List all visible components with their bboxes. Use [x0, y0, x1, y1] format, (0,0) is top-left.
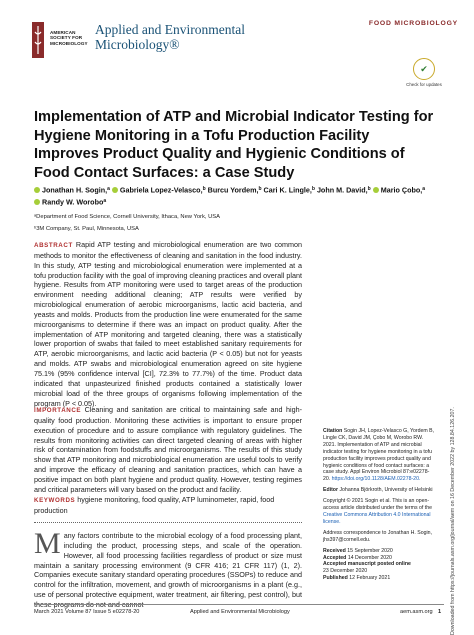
author-affiliation-sup: b: [202, 186, 206, 192]
published-label: Published: [323, 575, 348, 582]
orcid-icon[interactable]: [112, 187, 118, 193]
author-name: Mario Çobo,: [380, 185, 423, 195]
citation-doi-link[interactable]: https://doi.org/10.1128/AEM.02278-20.: [331, 476, 421, 483]
orcid-icon[interactable]: [34, 199, 40, 205]
citation-block: [323, 428, 435, 483]
footer-divider: [34, 604, 444, 605]
affiliations: [34, 212, 334, 235]
published-date: 12 February 2021: [349, 575, 391, 582]
author-name: Gabriela Lopez-Velasco,: [119, 185, 203, 195]
importance-text: Cleaning and sanitation are critical to maintaining safe and high-quality food production. Monitoring these activities is important to ensure proper execution of procedure and to assure compliance with regulatory guidelines. The results from monitoring activities can direct targeted cleaning of areas with higher risk of contamination from foodstuffs and microorganisms. The results of this study show that ATP monitoring and microbiological enumeration are useful tools to verify and improve the efficacy of cleaning and sanitation practices, which can have a positive impact on both plant hygiene and product quality. However, testing regimes and critical parameters will vary based on the product and facility.: [34, 405, 302, 494]
author-list: [34, 184, 454, 209]
check-updates-icon: ✔: [413, 58, 435, 80]
journal-name-line1: Applied and Environmental: [95, 22, 245, 37]
keywords-label: KEYWORDS: [34, 497, 76, 504]
license-link[interactable]: Creative Commons Attribution 4.0 International license.: [323, 511, 431, 525]
accepted-label: Accepted: [323, 554, 347, 561]
author-affiliation-sup: b: [367, 186, 371, 192]
footer-url[interactable]: aem.asm.org: [400, 609, 433, 615]
dates-block: [323, 548, 435, 583]
editor-text: Johanna Björkroth, University of Helsinki: [339, 487, 433, 494]
abstract-text: Rapid ATP testing and microbiological enumeration are two common methods to monitor the effectiveness of cleaning and sanitation in the food industry. In this study, ATP testing and microbiological enumeration were implemented at a tofu production facility with the goal of improving cleaning practices and overall plant hygiene. Results from ATP monitoring were used to target areas of the production environment needing additional cleaning; ATP results were verified by microbiological enumeration of aerobic microorganisms, lactic acid bacteria, and yeasts and molds. Products from the production line were enumerated for the same microorganisms to determine if there was an impact on product quality. After the implementation of ATP monitoring and targeted cleaning, there was a statistically lower proportion of swabs that failed to meet established sanitary requirements for ATP, aerobic microorganisms, and lactic acid bacteria (P < 0.05) but not for yeasts and molds. ATP swabs and microbiological enumeration agreed on site hygiene 75.1% (95% confidence interval [CI], 72.3% to 77.7%) of the time. Product data indicated that unpasteurized finished products contained a statistically lower microbial load of the three groups of organisms following implementation of the program (P < 0.05).: [34, 240, 302, 408]
asm-logo: [32, 22, 86, 58]
accepted-date: 14 December 2020: [347, 554, 392, 561]
abstract-label: ABSTRACT: [34, 242, 73, 249]
check-updates-label: Check for updates: [406, 82, 442, 87]
article-title: Implementation of ATP and Microbial Indicator Testing for Hygiene Monitoring in a Tofu Production Facility Improves Product Quality and Hygienic Conditions of Food Contact Surfaces: a Case Study: [34, 109, 434, 181]
copyright-text: Copyright © 2021 Sogin et al. This is an open-access article distributed under the terms of the: [323, 498, 432, 512]
accepted-manuscript-date: 23 December 2020: [323, 568, 368, 575]
author-name: Jonathan H. Sogin,: [42, 185, 108, 195]
asm-logo-icon: [32, 22, 44, 58]
author-affiliation-sup: a: [107, 186, 110, 192]
correspondence-block: Address correspondence to Jonathan H. Sogin, jhs397@cornell.edu.: [323, 529, 433, 543]
accepted-manuscript-label: Accepted manuscript posted online: [323, 561, 411, 568]
orcid-icon[interactable]: [373, 187, 379, 193]
author-affiliation-sup: b: [311, 186, 315, 192]
keywords: [34, 495, 302, 516]
page-number: 1: [438, 609, 442, 615]
editor-block: [323, 487, 435, 494]
body-text: any factors contribute to the microbial ecology of a food processing plant, including the product, processing steps, and scale of the operation. However, all food processing facilities regardless of product or size must maintain a sanitary processing environment (9 CFR 416; 21 CFR 117) (1, 2). Companies execute sanitary standard operating procedures (SSOPs) to reduce and control for the infiltration, movement, and growth of microorganisms in a plant (e.g., use of personal protective equipment, water treatment, air filtering, pest control), but these programs do not and cannot: [34, 531, 302, 609]
society-name: AMERICAN SOCIETY FOR MICROBIOLOGY: [50, 30, 88, 46]
keywords-text: hygiene monitoring, food quality, ATP luminometer, rapid, food production: [34, 495, 275, 515]
received-date: 15 September 2020: [347, 547, 393, 554]
importance-label: IMPORTANCE: [34, 407, 82, 414]
affiliation-a: ᵃDepartment of Food Science, Cornell University, Ithaca, New York, USA: [34, 214, 221, 220]
author-name: Randy W. Worobo: [42, 197, 104, 207]
author-affiliation-sup: a: [103, 198, 107, 205]
importance: [34, 405, 302, 495]
copyright-block: [323, 498, 435, 526]
abstract: [34, 240, 302, 408]
author-affiliation-sup: b: [258, 186, 262, 192]
page-header: [0, 0, 474, 100]
author-name: Cari K. Lingle,: [263, 185, 312, 195]
check-for-updates-badge[interactable]: [404, 58, 444, 98]
orcid-icon[interactable]: [34, 187, 40, 193]
editor-label: Editor: [323, 487, 338, 494]
topic-label: FOOD MICROBIOLOGY: [368, 20, 458, 27]
received-label: Received: [323, 547, 346, 554]
citation-text: Sogin JH, Lopez-Velasco G, Yordem B, Lingle CK, David JM, Çobo M, Worobo RW. 2021. Implementation of ATP and microbial indicator testing for hygiene monitoring in a tofu production facility improves product quality and hygienic conditions of food contact surfaces: a case study. Appl Environ Microbiol 87:e02278-20.: [323, 428, 435, 483]
journal-name-line2: Microbiology®: [95, 37, 180, 52]
author-name: John M. David,: [316, 185, 368, 195]
footer-journal-name: Applied and Environmental Microbiology: [190, 609, 290, 615]
citation-label: Citation: [323, 428, 343, 434]
author-affiliation-sup: a: [422, 186, 426, 192]
footer-issue-info: March 2021 Volume 87 Issue 5 e02278-20: [34, 609, 140, 615]
section-divider: [34, 522, 302, 523]
body-intro: [34, 527, 302, 610]
download-stamp: Downloaded from https://journals.asm.org/journal/aem on 16 December 2022 by 128.84.126.207.: [450, 407, 456, 635]
journal-name: [95, 22, 245, 52]
drop-cap: M: [34, 527, 61, 560]
author-name: Burcu Yordem,: [207, 185, 259, 195]
article-info-sidebar: [323, 428, 435, 586]
affiliation-b: ᵇ3M Company, St. Paul, Minnesota, USA: [34, 225, 139, 232]
